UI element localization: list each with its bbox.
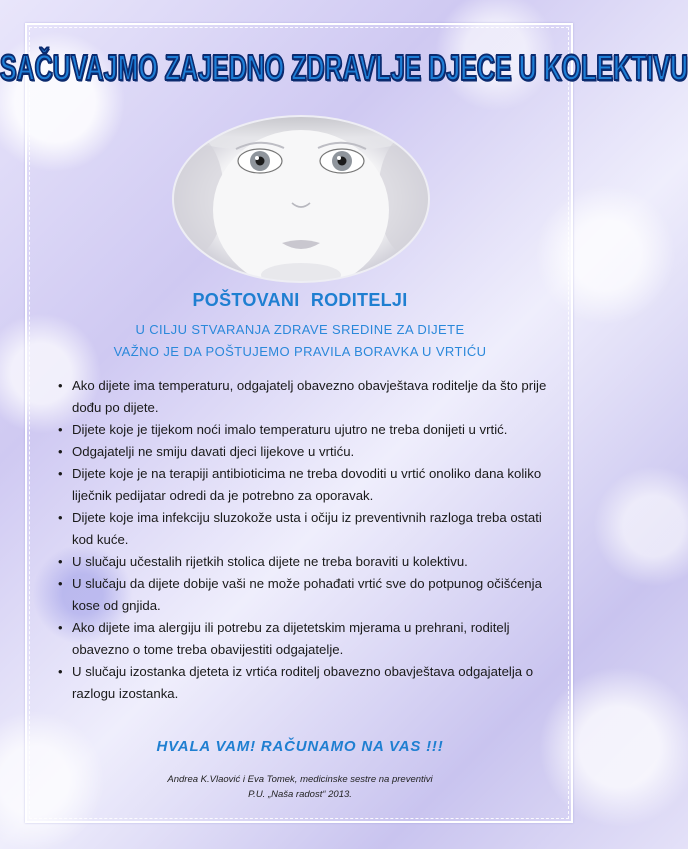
greeting-heading: POŠTOVANI RODITELJI — [192, 290, 408, 310]
intro-line-2: VAŽNO JE DA POŠTUJEMO PRAVILA BORAVKA U VRTIĆU — [113, 344, 487, 359]
rule-item: • Dijete koje ima infekciju sluzokože usta i očiju iz preventivnih razloga treba ostati kod kuće. — [58, 507, 558, 551]
rule-item: • Odgajatelji ne smiju davati djeci lijekove u vrtiću. — [58, 441, 558, 463]
rule-item: • U slučaju izostanka djeteta iz vrtića roditelj obavezno obavještava odgajatelja o razlogu izostanka. — [58, 661, 558, 705]
poster-title: SAČUVAJMO ZAJEDNO ZDRAVLJE DJECE U KOLEKTIVU — [0, 48, 688, 89]
institution-credit: P.U. „Naša radost“ 2013. — [248, 789, 352, 800]
rule-item: • U slučaju da dijete dobije vaši ne može pohađati vrtić sve do potpunog očišćenja kose od gnjida. — [58, 573, 558, 617]
rule-item: • Ako dijete ima alergiju ili potrebu za dijetetskim mjerama u prehrani, roditelj obavezno o tome treba obavijestiti odgajatelje. — [58, 617, 558, 661]
rule-item: • Ako dijete ima temperaturu, odgajatelj obavezno obavještava roditelje da što prije dođu po dijete. — [58, 375, 558, 419]
rules-list — [58, 375, 558, 705]
rule-item: • Dijete koje je tijekom noći imalo temperaturu ujutro ne treba donijeti u vrtić. — [58, 419, 558, 441]
closing-message: HVALA VAM! RAČUNAMO NA VAS !!! — [156, 738, 444, 755]
rule-item: • Dijete koje je na terapiji antibioticima ne treba dovoditi u vrtić onoliko dana koliko liječnik pedijatar odredi da je potrebno za oporavak. — [58, 463, 558, 507]
authors-credit: Andrea K.Vlaović i Eva Tomek, medicinske sestre na preventivi — [167, 774, 433, 785]
rule-item: • U slučaju učestalih rijetkih stolica dijete ne treba boraviti u kolektivu. — [58, 551, 558, 573]
intro-line-1: U CILJU STVARANJA ZDRAVE SREDINE ZA DIJETE — [135, 322, 465, 337]
child-portrait — [172, 115, 430, 283]
